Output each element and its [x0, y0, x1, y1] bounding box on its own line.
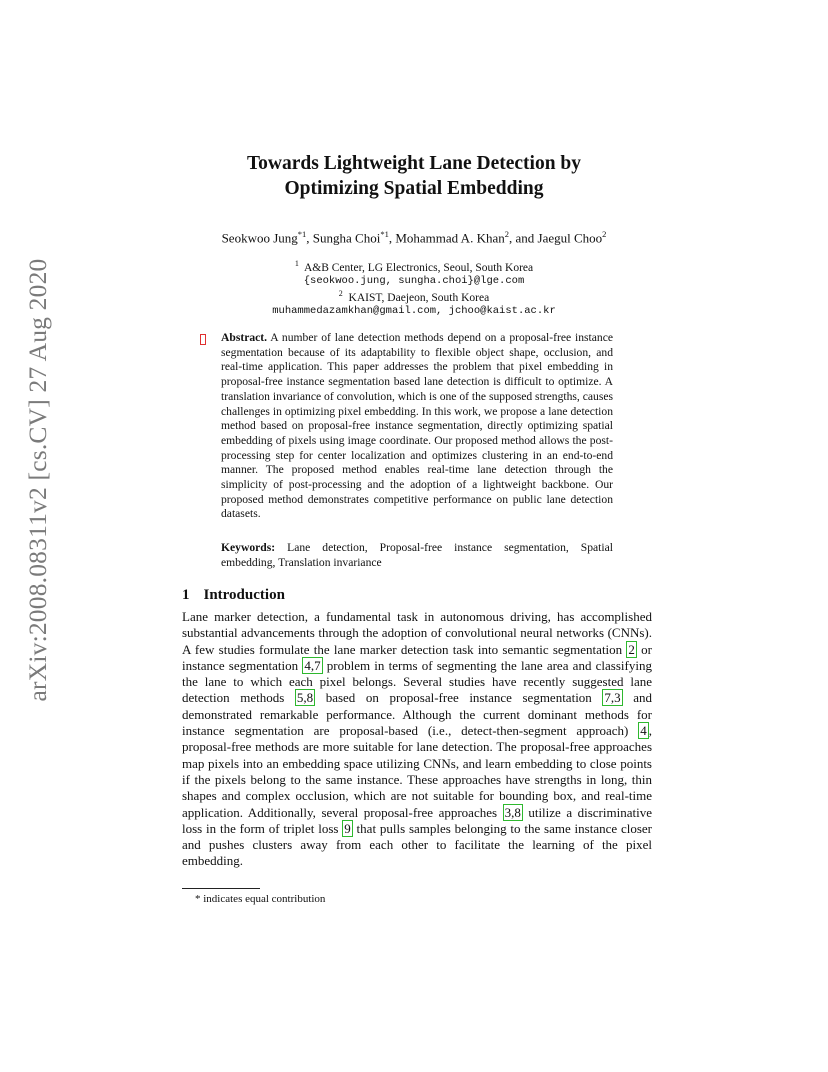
footnote-divider: [182, 888, 260, 889]
intro-text: problem in terms of segmenting the lane area and classifying the lane to which each pixel belongs. Several studies have recently suggested lane detection methods: [182, 657, 652, 706]
title-line-1: Towards Lightweight Lane Detection by: [246, 153, 582, 174]
title-line-2: Optimizing Spatial Embedding: [284, 178, 544, 199]
footnote-marker: *: [195, 893, 201, 905]
affiliation-1: [0, 259, 828, 274]
author-affiliation-mark: *1: [297, 229, 307, 239]
footnote-text: indicates equal contribution: [203, 893, 326, 905]
abstract: [221, 331, 613, 522]
section-heading: [182, 587, 285, 604]
keywords-label: Keywords:: [221, 541, 276, 554]
author-separator: , and: [508, 230, 538, 246]
footnote: [195, 893, 325, 905]
affiliation-text: A&B Center, LG Electronics, Seoul, South Korea: [303, 261, 534, 274]
author-name: Sungha Choi: [312, 230, 381, 246]
arxiv-identifier: arXiv:2008.08311v2 [cs.CV] 27 Aug 2020: [23, 258, 52, 702]
affiliation-2-email: muhammedazamkhan@gmail.com, jchoo@kaist.ac.kr: [272, 305, 556, 317]
affiliation-1-email: {seokwoo.jung, sungha.choi}@lge.com: [303, 275, 525, 287]
citation-link[interactable]: 7,3: [604, 690, 621, 706]
author-name: Jaegul Choo: [537, 230, 603, 246]
affiliation-mark: 2: [338, 289, 343, 298]
intro-text: or instance segmentation: [182, 641, 652, 673]
author-affiliation-mark: *1: [380, 229, 389, 239]
author-separator: ,: [388, 230, 396, 246]
intro-text: Lane marker detection, a fundamental task in autonomous driving, has accomplished substantial advancements through the adoption of convolutional neural networks (CNNs). A few studies formulate the lane marker detection task into semantic segmentation: [182, 609, 652, 657]
annotation-flag-icon[interactable]: [200, 334, 206, 345]
section-title: Introduction: [203, 587, 285, 603]
intro-text: utilize a discriminative loss in the form of triplet loss: [182, 804, 652, 836]
citation-link[interactable]: 3,8: [504, 804, 521, 820]
author-separator: ,: [306, 230, 313, 246]
author-name: Mohammad A. Khan: [395, 230, 505, 246]
intro-text: based on proposal-free instance segmentation: [315, 690, 603, 706]
citation-link[interactable]: 2: [628, 641, 635, 657]
affiliation-mark: 1: [294, 259, 299, 268]
intro-text: that pulls samples belonging to the same instance closer and pushes clusters away from each other to facilitate the learning of the pixel embedding.: [182, 820, 652, 869]
citation-link[interactable]: 9: [344, 820, 351, 836]
section-number: 1: [182, 587, 190, 603]
keywords: [221, 541, 613, 570]
intro-text: and demonstrated remarkable performance. Although the current dominant methods for instance segmentation are proposal-based (i.e., detect-then-segment approach): [182, 690, 652, 739]
author-list: [0, 229, 828, 246]
abstract-label: Abstract.: [221, 331, 268, 344]
author-affiliation-mark: 2: [602, 229, 607, 239]
keywords-text: Lane detection, Proposal-free instance segmentation, Spatial embedding, Translation invariance: [221, 541, 613, 569]
citation-link[interactable]: 4: [640, 723, 647, 739]
author-affiliation-mark: 2: [504, 229, 509, 239]
paper-title: [0, 151, 828, 201]
author-name: Seokwoo Jung: [221, 230, 298, 246]
intro-text: , proposal-free methods are more suitable for lane detection. The proposal-free approaches map pixels into an embedding space utilizing CNNs, and learn embedding to close points if the pixels belong to the same instance. These approaches have strengths in long, thin shapes and complex occlusion, which are not suitable for bounding box, and real-time application. Additionally, several proposal-free approaches: [182, 723, 652, 820]
citation-link[interactable]: 4,7: [304, 657, 321, 673]
introduction-paragraph: [182, 609, 652, 870]
affiliation-2: [0, 289, 828, 304]
affiliation-text: KAIST, Daejeon, South Korea: [348, 291, 490, 304]
arxiv-sidebar: [18, 258, 58, 702]
citation-link[interactable]: 5,8: [296, 690, 314, 706]
abstract-text: A number of lane detection methods depend on a proposal-free instance segmentation because of its adaptability to flexible object shape, occlusion, and real-time application. This paper addresses the problem that pixel embedding in proposal-free instance segmentation based lane detection is difficult to optimize. A translation invariance of convolution, which is one of the supposed strengths, causes challenges in optimizing pixel embedding. In this work, we propose a lane detection method based on proposal-free instance segmentation, directly optimizing spatial embedding of pixels using image coordinate. Our proposed method allows the post-processing step for center localization and optimizes clustering in an end-to-end manner. The proposed method enables real-time lane detection through the simplicity of post-processing and the adoption of a lightweight backbone. Our proposed method demonstrates competitive performance on public lane detection datasets.: [221, 331, 613, 521]
